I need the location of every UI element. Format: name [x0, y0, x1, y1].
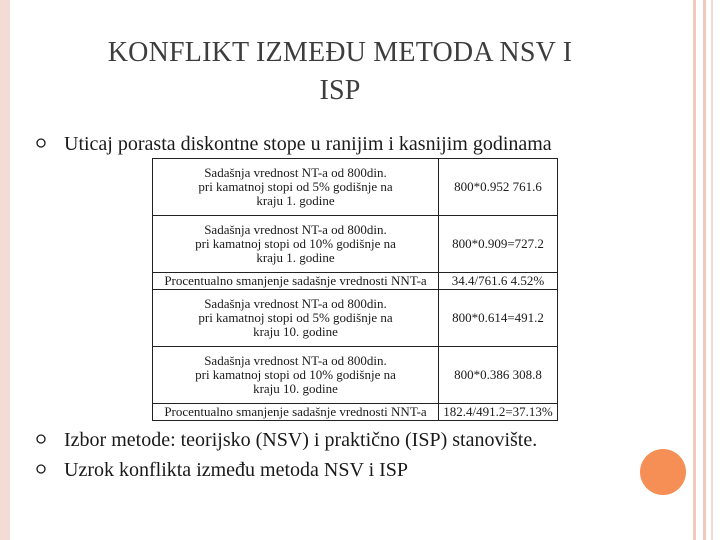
cell-text-line: pri kamatnoj stopi od 5% godišnje na — [198, 179, 393, 194]
bullet-text: Uticaj porasta diskontne stope u ranijim i kasnijim godinama — [64, 133, 552, 155]
table-cell-label: Procentualno smanjenje sadašnje vrednosti NNT-a — [153, 404, 439, 421]
table-cell-label — [153, 290, 439, 347]
cell-text-line: pri kamatnoj stopi od 10% godišnje na — [195, 367, 396, 382]
table-row — [153, 216, 558, 273]
table-cell-value: 182.4/491.2=37.13% — [439, 404, 558, 421]
cell-text-line: Sadašnja vrednost NT-a od 800din. — [204, 165, 387, 180]
slide-title — [40, 34, 640, 110]
bullet-text: Izbor metode: teorijsko (NSV) i praktično (ISP) stanovište. — [64, 429, 538, 451]
right-frame-line — [703, 0, 706, 540]
cell-text-line: pri kamatnoj stopi od 5% godišnje na — [198, 310, 393, 325]
ring-bullet-icon — [36, 138, 46, 148]
table-row — [153, 273, 558, 290]
slide-title-line-1: KONFLIKT IZMEĐU METODA NSV I — [107, 37, 573, 68]
cell-text-line: Sadašnja vrednost NT-a od 800din. — [204, 222, 387, 237]
cell-text-line: Sadašnja vrednost NT-a od 800din. — [204, 353, 387, 368]
table-cell-label — [153, 347, 439, 404]
table-row — [153, 290, 558, 347]
cell-text-line: kraju 10. godine — [253, 324, 338, 339]
cell-text-line: kraju 1. godine — [256, 250, 335, 265]
accent-circle-decoration — [640, 449, 686, 495]
table-cell-label: Procentualno smanjenje sadašnje vrednosti NNT-a — [153, 273, 439, 290]
cell-text-line: pri kamatnoj stopi od 10% godišnje na — [195, 236, 396, 251]
table-cell-value: 800*0.952 761.6 — [439, 159, 558, 216]
table-cell-value: 800*0.909=727.2 — [439, 216, 558, 273]
slide-title-line-2: ISP — [319, 75, 361, 106]
table-row — [153, 404, 558, 421]
table-cell-value: 34.4/761.6 4.52% — [439, 273, 558, 290]
table-row — [153, 159, 558, 216]
right-frame-line — [693, 0, 696, 540]
right-frame-line — [711, 0, 713, 540]
cell-text-line: kraju 1. godine — [256, 193, 335, 208]
table-cell-label — [153, 216, 439, 273]
left-frame-stripe — [0, 0, 10, 540]
ring-bullet-icon — [36, 464, 46, 474]
table-cell-value: 800*0.614=491.2 — [439, 290, 558, 347]
table-cell-label — [153, 159, 439, 216]
present-value-table — [152, 158, 558, 421]
cell-text-line: Sadašnja vrednost NT-a od 800din. — [204, 296, 387, 311]
ring-bullet-icon — [36, 434, 46, 444]
table-cell-value: 800*0.386 308.8 — [439, 347, 558, 404]
bullet-text: Uzrok konflikta između metoda NSV i ISP — [64, 459, 409, 481]
cell-text-line: kraju 10. godine — [253, 381, 338, 396]
table-row — [153, 347, 558, 404]
